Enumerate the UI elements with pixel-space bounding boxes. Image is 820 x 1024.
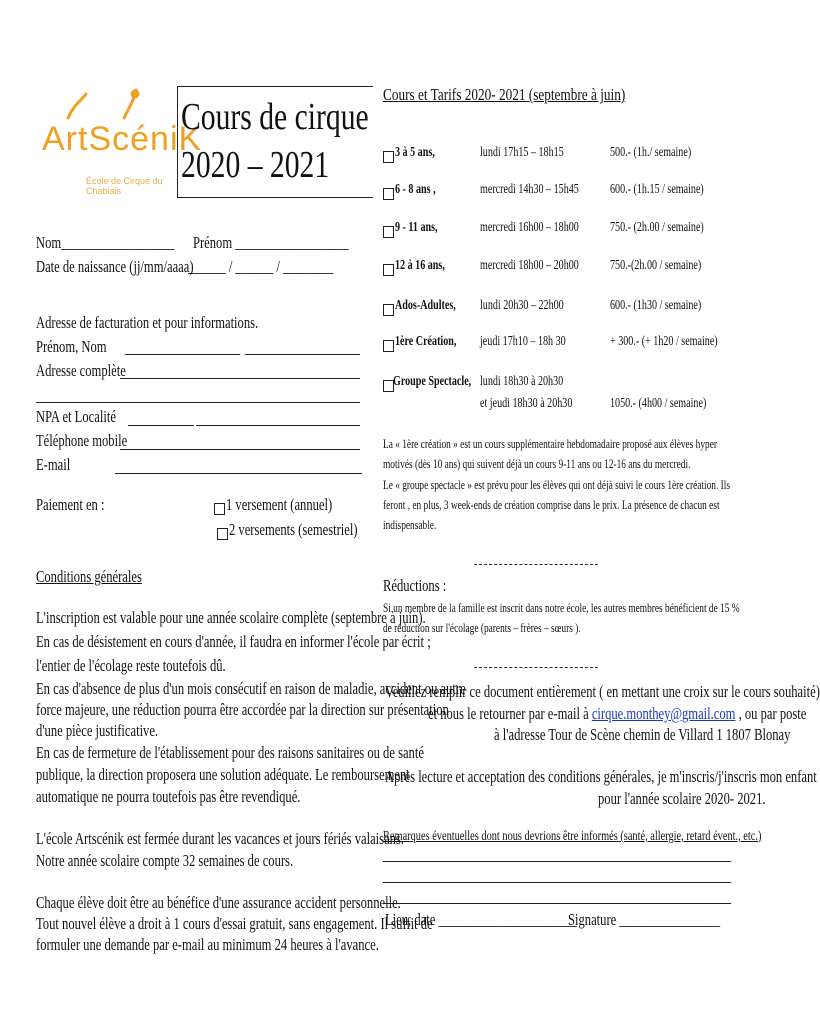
text-line: indispensable.: [383, 517, 437, 532]
signature-field[interactable]: Signature ________________: [568, 910, 721, 929]
phone-field[interactable]: [120, 449, 360, 450]
course-time: lundi 20h30 – 22h00: [480, 298, 564, 313]
tarifs-title: Cours et Tarifs 2020- 2021 (septembre à juin): [383, 85, 626, 104]
text-line: Chaque élève doit être au bénéfice d'une assurance accident personnelle.: [36, 893, 401, 912]
instructions-line-2: [428, 704, 806, 724]
course-label: 9 - 11 ans,: [395, 220, 438, 235]
versement-semestriel-checkbox[interactable]: [217, 528, 228, 540]
course-checkbox[interactable]: [383, 264, 394, 276]
text-line: L'école Artscénik est fermée durant les vacances et jours fériés valaisans.: [36, 829, 404, 848]
npa-label: NPA et Localité: [36, 407, 116, 426]
course-checkbox[interactable]: [383, 340, 394, 352]
course-row[interactable]: [383, 182, 763, 202]
birthdate-label: Date de naissance (jj/mm/aaaa): [36, 257, 194, 276]
npa-field[interactable]: [128, 425, 194, 426]
text-line: l'entier de l'écolage reste toutefois dû.: [36, 656, 226, 675]
address-section-title: Adresse de facturation et pour informations.: [36, 313, 259, 332]
versement-semestriel-label: 2 versements (semestriel): [229, 520, 358, 539]
separator: [474, 667, 598, 668]
text-line: Le « groupe spectacle » est prévu pour les élèves qui ont déjà suivi le cours 1ère création. Ils: [383, 477, 730, 492]
conditions-title: Conditions générales: [36, 567, 142, 586]
remarques-line-1[interactable]: [383, 861, 731, 862]
course-price: + 300.- (+ 1h20 / semaine): [610, 334, 718, 349]
phone-label: Téléphone mobile: [36, 431, 128, 450]
course-price: 750.-(2h.00 / semaine): [610, 258, 702, 273]
course-checkbox[interactable]: [383, 304, 394, 316]
course-checkbox[interactable]: [383, 226, 394, 238]
nom-field[interactable]: [245, 354, 360, 355]
text-line: En cas de fermeture de l'établissement pour des raisons sanitaires ou de santé: [36, 743, 424, 762]
nom-label[interactable]: Nom__________________: [36, 233, 175, 252]
text-line: d'une pièce justificative.: [36, 721, 159, 740]
text-line: La « 1ère création » est un cours supplémentaire hebdomadaire proposé aux élèves hyper: [383, 436, 717, 451]
course-time: mercredi 14h30 – 15h45: [480, 182, 579, 197]
text-line: feront , en plus, 3 week-ends de création comprise dans le prix. La présence de chacun est: [383, 497, 720, 512]
instructions-line-3: à l'adresse Tour de Scène chemin de Villard 1 1807 Blonay: [494, 725, 791, 744]
course-checkbox[interactable]: [383, 151, 394, 163]
email-label: E-mail: [36, 455, 71, 474]
address-label: Adresse complète: [36, 361, 126, 380]
address-field-2[interactable]: [36, 402, 360, 403]
course-row[interactable]: [383, 145, 763, 165]
title-line-2: 2020 – 2021: [181, 144, 330, 186]
instructions-line-1: Veuillez remplir ce document entièrement ( en mettant une croix sur le cours souhaité): [385, 682, 820, 701]
prenom-nom-label: Prénom, Nom: [36, 337, 107, 356]
course-label: 6 - 8 ans ,: [395, 182, 436, 197]
course-label: 1ère Création,: [395, 334, 457, 349]
text-line: formuler une demande par e-mail au minimum 24 heures à l'avance.: [36, 935, 379, 954]
course-time-2: et jeudi 18h30 à 20h30: [480, 396, 573, 411]
course-price: 500.- (1h./ semaine): [610, 145, 692, 160]
course-time: mercredi 18h00 – 20h00: [480, 258, 579, 273]
email-field[interactable]: [115, 473, 362, 474]
title-line-1: Cours de cirque: [181, 96, 369, 138]
payment-label: Paiement en :: [36, 495, 105, 514]
course-row[interactable]: [383, 258, 763, 278]
acceptation-line-1: Après lecture et acceptation des conditions générales, je m'inscris/j'inscris mon enfant: [385, 767, 817, 786]
separator: [474, 564, 598, 565]
artscenik-logo: [38, 88, 203, 198]
course-label: 12 à 16 ans,: [395, 258, 445, 273]
reductions-text-1: Si un membre de la famille est inscrit dans notre école, les autres membres bénéficient de 15 %: [383, 600, 740, 615]
email-link[interactable]: cirque.monthey@gmail.com: [591, 704, 736, 723]
acceptation-line-2: pour l'année scolaire 2020- 2021.: [598, 789, 766, 808]
instructions-text: et nous le retourner par e-mail à: [428, 704, 592, 723]
versement-annuel-checkbox[interactable]: [214, 503, 225, 515]
course-price: 600.- (1h.15 / semaine): [610, 182, 704, 197]
versement-annuel-label: 1 versement (annuel): [226, 495, 333, 514]
course-row[interactable]: [383, 334, 763, 354]
text-line: force majeure, une réduction pourra être accordée par la direction sur présentation: [36, 700, 449, 719]
birthdate-field[interactable]: ______ / ______ / ________: [188, 257, 334, 276]
address-field[interactable]: [120, 378, 360, 379]
logo-subtitle: École de Cirque du Chablais: [86, 176, 163, 196]
course-row[interactable]: [383, 374, 763, 416]
reductions-text-2: de réduction sur l'écolage (parents – frères – sœurs ).: [383, 620, 581, 635]
text-line: motivés (dès 10 ans) qui suivent déjà un cours 9-11 ans ou 12-16 ans du mercredi.: [383, 456, 691, 471]
text-line: En cas de désistement en cours d'année, il faudra en informer l'école par écrit ;: [36, 632, 431, 651]
course-price: 750.- (2h.00 / semaine): [610, 220, 704, 235]
course-price: 600.- (1h30 / semaine): [610, 298, 702, 313]
logo-text: ArtScéniK: [42, 120, 203, 158]
course-row[interactable]: [383, 220, 763, 240]
text-line: En cas d'absence de plus d'un mois consécutif en raison de maladie, accident ou autre: [36, 679, 466, 698]
prenom-field[interactable]: [125, 354, 240, 355]
lieu-date-field[interactable]: Lieu, date ______________________: [385, 910, 577, 929]
remarques-title: Remarques éventuelles dont nous devrions être informés (santé, allergie, retard évent., etc.): [383, 829, 762, 844]
course-checkbox[interactable]: [383, 188, 394, 200]
text-line: L'inscription est valable pour une année scolaire complète (septembre à juin).: [36, 608, 426, 627]
course-label: 3 à 5 ans,: [395, 145, 435, 160]
course-time: mercredi 16h00 – 18h00: [480, 220, 579, 235]
course-time: lundi 17h15 – 18h15: [480, 145, 564, 160]
course-label: Ados-Adultes,: [395, 298, 456, 313]
text-line: Notre année scolaire compte 32 semaines de cours.: [36, 851, 294, 870]
instructions-text: , ou par poste: [735, 704, 807, 723]
course-price: 1050.- (4h00 / semaine): [610, 396, 707, 411]
locality-field[interactable]: [196, 425, 360, 426]
remarques-line-2[interactable]: [383, 882, 731, 883]
reductions-title: Réductions :: [383, 576, 447, 595]
text-line: publique, la direction proposera une solution adéquate. Le remboursement: [36, 765, 410, 784]
text-line: automatique ne pourra toutefois pas être revendiqué.: [36, 787, 301, 806]
prenom-label[interactable]: Prénom __________________: [193, 233, 349, 252]
course-row[interactable]: [383, 298, 763, 318]
remarques-line-3[interactable]: [383, 903, 731, 904]
text-line: Tout nouvel élève a droit à 1 cours d'essai gratuit, sans engagement. Il suffit de: [36, 914, 433, 933]
course-time: jeudi 17h10 – 18h 30: [480, 334, 566, 349]
course-label: Groupe Spectacle,: [393, 374, 472, 389]
course-time: lundi 18h30 à 20h30: [480, 374, 564, 389]
